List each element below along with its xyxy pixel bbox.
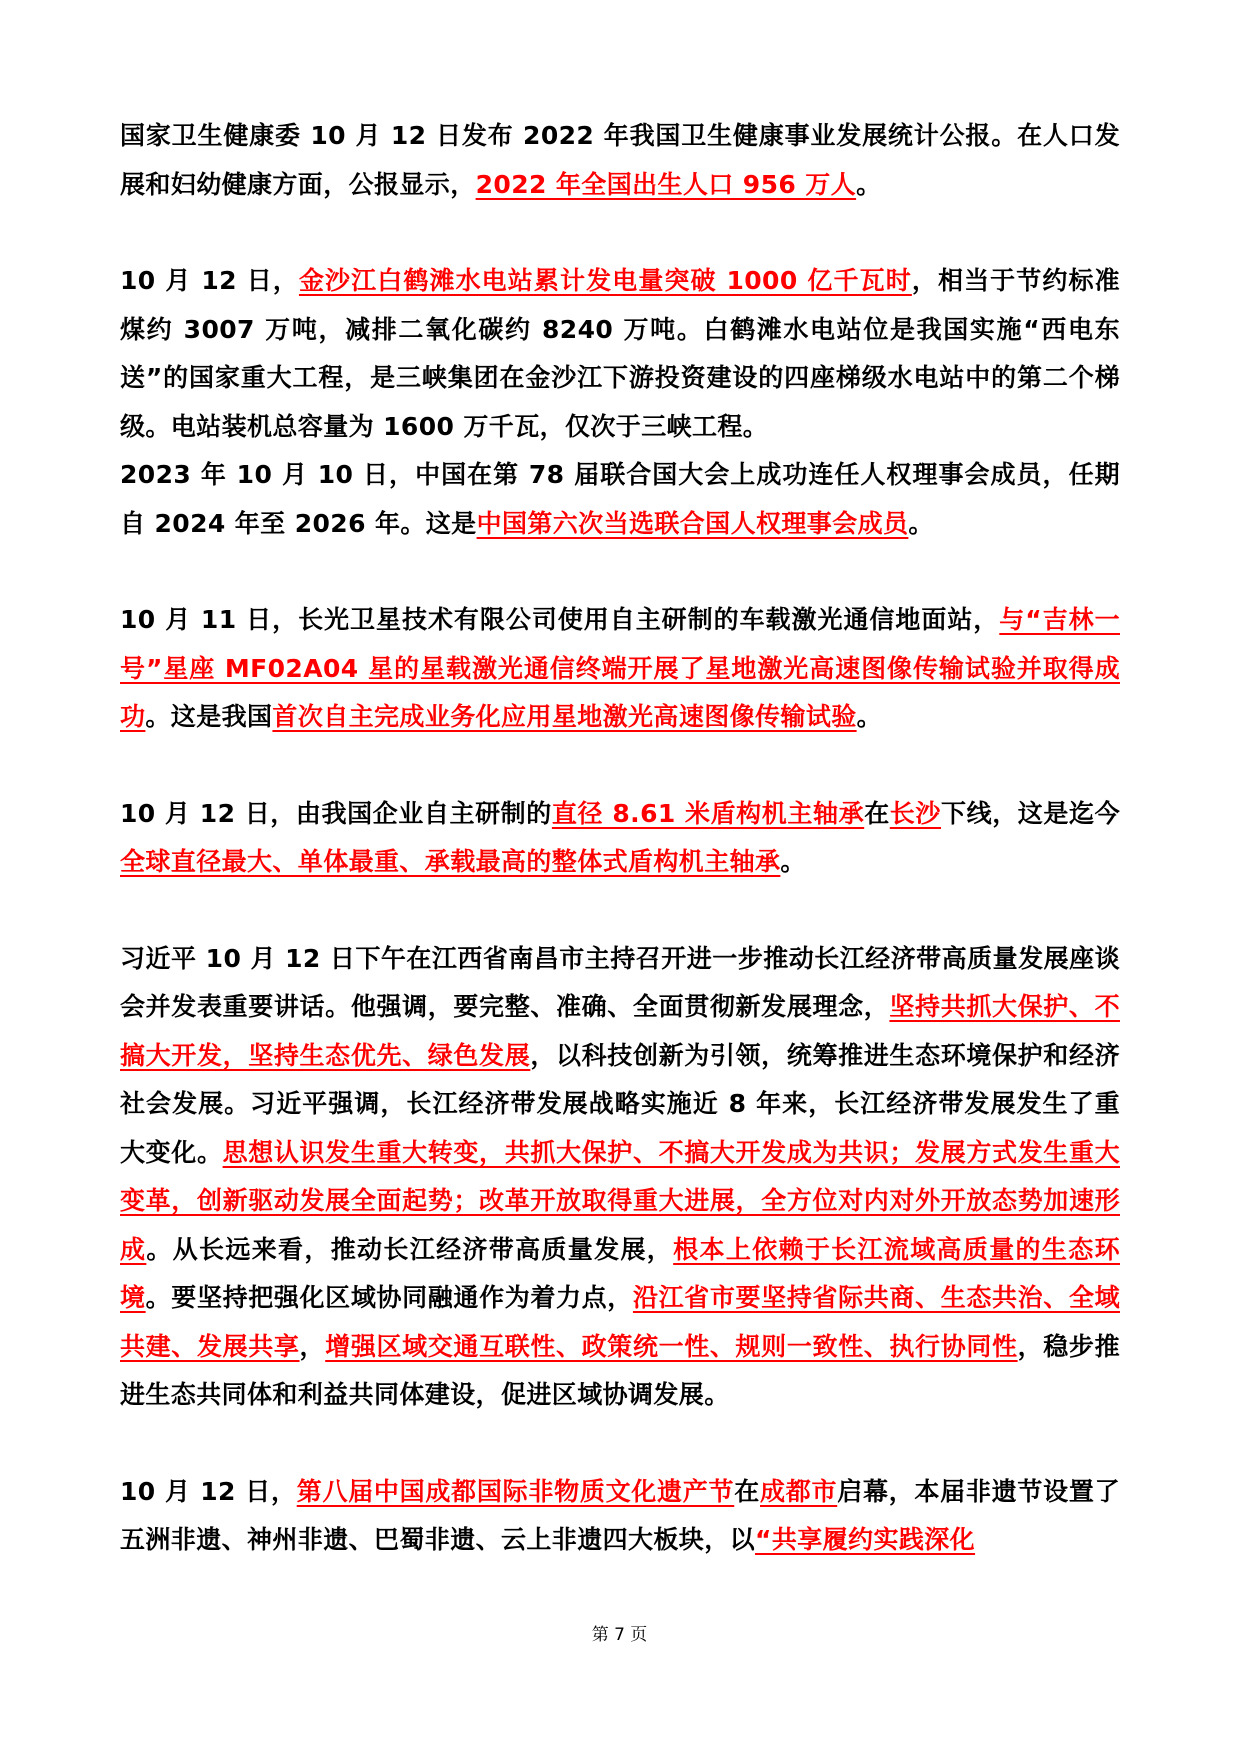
body-text: 国家卫生健康委 10 月 12 日发布 2022 年我国卫生健康事业发展统计公报。在人口发展和妇幼健康方面，公报显示， [120,121,1120,199]
highlighted-key-point: 坚持共抓大保护、不搞大开发，坚持生态优先、绿色发展 [120,992,1120,1070]
body-text: 。从长远来看，推动长江经济带高质量发展， [146,1234,674,1264]
body-text: ，相当于节约标准煤约 3007 万吨，减排二氧化碳约 8240 万吨。白鹤滩水电站位是我国实施“西电东送”的国家重大工程，是三峡集团在金沙江下游投资建设的四座梯级水电站中的第二个梯级。电站装机总容量为 1600 万千瓦，仅次于三峡工程。 [120,266,1121,441]
body-text: 在 [734,1476,760,1506]
body-text: 10 月 12 日， [120,1476,297,1506]
body-text: 下线，这是迄今 [941,798,1120,828]
body-text: 习近平 10 月 12 日下午在江西省南昌市主持召开进一步推动长江经济带高质量发展座谈会并发表重要讲话。他强调，要完整、准确、全面贯彻新发展理念， [120,943,1120,1021]
body-text: 10 月 11 日，长光卫星技术有限公司使用自主研制的车载激光通信地面站， [120,605,1000,634]
news-paragraph [120,257,1120,451]
news-paragraph [120,596,1120,742]
body-text: 。这是我国 [145,702,273,731]
paragraph-spacer [120,548,1120,596]
highlighted-key-point: 与“吉林一号”星座 MF02A04 星的星载激光通信终端开展了星地激光高速图像传输试验并取得成功 [120,605,1120,731]
news-paragraph [120,451,1120,548]
highlighted-key-point: 成都市 [760,1476,838,1506]
body-text: ， [299,1331,326,1361]
highlighted-key-point: 思想认识发生重大转变，共抓大保护、不搞大开发成为共识；发展方式发生重大变革，创新驱动发展全面起势；改革开放取得重大进展，全方位对内对外开放态势加速形成 [120,1137,1120,1264]
body-text: ，以科技创新为引领，统筹推进生态环境保护和经济社会发展。习近平强调，长江经济带发展战略实施近 8 年来，长江经济带发展发生了重大变化。 [120,1040,1120,1167]
body-text: ，稳步推进生态共同体和利益共同体建设，促进区域协调发展。 [120,1331,1120,1409]
highlighted-key-point: “共享履约实践深化 [755,1525,976,1554]
highlighted-key-point: 直径 8.61 米盾构机主轴承 [551,798,865,828]
highlighted-key-point: 全球直径最大、单体最重、承载最高的整体式盾构机主轴承 [120,847,781,876]
news-paragraph [120,935,1120,1420]
paragraph-spacer [120,1420,1120,1468]
news-paragraph [120,1468,1120,1565]
highlighted-key-point: 增强区域交通互联性、政策统一性、规则一致性、执行协同性 [325,1331,1018,1361]
page-number: 第 7 页 [591,1625,648,1645]
highlighted-key-point: 第八届中国成都国际非物质文化遗产节 [296,1476,735,1506]
body-text: 。 [856,702,883,731]
body-text: 2023 年 10 月 10 日，中国在第 78 届联合国大会上成功连任人权理事会成员，任期自 2024 年至 2026 年。这是 [120,460,1120,538]
highlighted-key-point: 长沙 [889,798,941,828]
news-paragraph [120,790,1120,887]
body-text: 。 [780,847,806,876]
highlighted-key-point: 中国第六次当选联合国人权理事会成员 [476,508,909,538]
highlighted-key-point: 首次自主完成业务化应用星地激光高速图像传输试验 [272,702,857,731]
highlighted-key-point: 2022 年全国出生人口 956 万人 [475,169,857,199]
paragraph-spacer [120,209,1120,257]
body-text: 在 [864,798,890,828]
news-paragraph [120,112,1120,209]
highlighted-key-point: 根本上依赖于长江流域高质量的生态环境 [120,1234,1120,1312]
highlighted-key-point: 沿江省市要坚持省际共商、生态共治、全域共建、发展共享 [120,1283,1120,1361]
body-text: 10 月 12 日，由我国企业自主研制的 [120,798,552,828]
body-text: 。 [908,508,934,538]
body-text: 。要坚持把强化区域协同融通作为着力点， [145,1283,633,1312]
paragraph-spacer [120,742,1120,790]
paragraph-spacer [120,887,1120,935]
body-text: 启幕，本届非遗节设置了五洲非遗、神州非遗、巴蜀非遗、云上非遗四大板块，以 [120,1476,1120,1554]
body-text: 。 [856,169,882,199]
body-text: 10 月 12 日， [120,266,299,295]
document-page [120,112,1120,1565]
highlighted-key-point: 金沙江白鹤滩水电站累计发电量突破 1000 亿千瓦时 [298,266,912,295]
